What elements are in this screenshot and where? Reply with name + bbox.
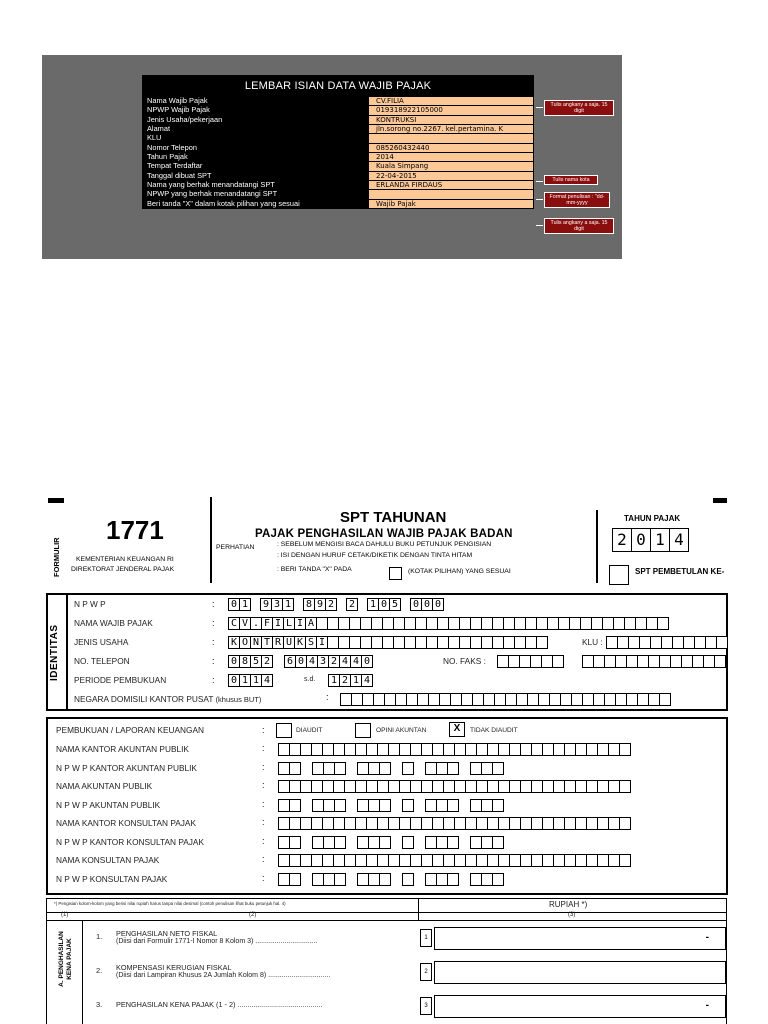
char-box[interactable]: 4: [339, 655, 351, 668]
sheet-row: [143, 96, 533, 105]
char-box[interactable]: 4: [361, 674, 373, 687]
sheet-row-value[interactable]: Wajib Pajak: [376, 199, 416, 208]
char-box[interactable]: 0: [228, 655, 240, 668]
klu-boxes[interactable]: [606, 636, 727, 649]
char-box[interactable]: [492, 799, 504, 812]
pembetulan-label: SPT PEMBETULAN KE-: [635, 567, 725, 576]
tahun-digit-box[interactable]: 1: [650, 528, 670, 552]
rupiah-amount-field[interactable]: [434, 961, 726, 984]
npwp-boxes[interactable]: [228, 598, 443, 611]
periode-to-boxes[interactable]: [328, 674, 372, 687]
char-box[interactable]: 3: [317, 655, 329, 668]
taxpayer-data-table: [142, 75, 534, 209]
char-box[interactable]: K: [228, 636, 240, 649]
char-box[interactable]: [552, 655, 564, 668]
klu-label: KLU :: [582, 637, 603, 647]
directorate-label: DIREKTORAT JENDERAL PAJAK: [71, 566, 175, 573]
faks-label: NO. FAKS :: [443, 656, 486, 666]
char-box[interactable]: 1: [350, 674, 362, 687]
char-box[interactable]: [657, 617, 669, 630]
name-input-boxes[interactable]: [278, 854, 630, 867]
footnote: *) Pengisian kolom-kolom yang berisi nilai rupiah harus tanpa nilai desimal (contoh penulisan lihat buku petunjuk hal. 4): [54, 901, 286, 906]
char-box[interactable]: [536, 636, 548, 649]
instruction-1: : SEBELUM MENGISI BACA DAHULU BUKU PETUNJUK PENGISIAN: [277, 541, 492, 548]
name-input-boxes[interactable]: [278, 743, 630, 756]
char-box[interactable]: [714, 655, 726, 668]
tidak-diaudit-label: TIDAK DIAUDIT: [470, 727, 518, 734]
form-subtitle: PAJAK PENGHASILAN WAJIB PAJAK BADAN: [255, 528, 513, 540]
sheet-row-label: Nama yang berhak menandatangi SPT: [143, 181, 369, 189]
periode-label: PERIODE PEMBUKUAN: [74, 675, 167, 685]
data-entry-sheet: [42, 55, 622, 259]
pembukuan-label: PEMBUKUAN / LAPORAN KEUANGAN: [56, 725, 204, 735]
sheet-row-value[interactable]: [369, 134, 533, 142]
sheet-row-label: Alamat: [143, 125, 369, 133]
line-subtext: (Diisi dari Lampiran Khusus 2A Jumlah Kolom 8) ................................: [116, 972, 331, 979]
char-box[interactable]: S: [305, 636, 317, 649]
char-box[interactable]: F: [261, 617, 273, 630]
char-box[interactable]: [619, 817, 631, 830]
sheet-row: [143, 189, 533, 198]
char-box[interactable]: [619, 743, 631, 756]
audit-row-label: N P W P AKUNTAN PUBLIK: [56, 799, 161, 810]
name-input-boxes[interactable]: [278, 780, 630, 793]
char-box[interactable]: 2: [261, 655, 273, 668]
char-box[interactable]: [492, 836, 504, 849]
char-box[interactable]: I: [316, 636, 328, 649]
example-checkbox: [389, 567, 402, 580]
sheet-row-value[interactable]: ERLANDA FIRDAUS: [376, 181, 443, 190]
char-box[interactable]: 9: [260, 598, 272, 611]
char-box[interactable]: R: [272, 636, 284, 649]
npwp-label: N P W P: [74, 599, 106, 609]
char-box[interactable]: K: [294, 636, 306, 649]
char-box[interactable]: 0: [378, 598, 390, 611]
char-box[interactable]: 1: [282, 598, 294, 611]
nama-label: NAMA WAJIB PAJAK: [74, 618, 153, 628]
char-box[interactable]: T: [261, 636, 273, 649]
char-box[interactable]: 2: [346, 598, 358, 611]
audit-row-label: N P W P KANTOR KONSULTAN PAJAK: [56, 836, 204, 847]
sheet-row: [143, 152, 533, 161]
sheet-row-value[interactable]: Kuala Simpang: [376, 162, 429, 171]
char-box[interactable]: N: [250, 636, 262, 649]
formulir-label: FORMULIR: [52, 537, 61, 577]
opini-checkbox[interactable]: [355, 723, 371, 738]
char-box[interactable]: 0: [432, 598, 444, 611]
negara-domisili-boxes[interactable]: [340, 693, 670, 706]
sd-label: s.d.: [304, 676, 316, 683]
nama-wajib-pajak-boxes[interactable]: [228, 617, 668, 630]
char-box[interactable]: 8: [239, 655, 251, 668]
sheet-row: [143, 105, 533, 114]
char-box[interactable]: [716, 636, 728, 649]
faks-boxes-2[interactable]: [582, 655, 725, 668]
opini-label: OPINI AKUNTAN: [376, 727, 427, 734]
rupiah-amount-field[interactable]: -: [434, 927, 726, 950]
diaudit-checkbox[interactable]: [276, 723, 292, 738]
char-box[interactable]: 4: [261, 674, 273, 687]
sheet-row-label: Tahun Pajak: [143, 153, 369, 161]
char-box[interactable]: 1: [239, 674, 251, 687]
char-box[interactable]: 2: [325, 598, 337, 611]
col-2-header: (2): [249, 912, 257, 918]
audit-row-label: NAMA KANTOR KONSULTAN PAJAK: [56, 818, 197, 828]
char-box[interactable]: .: [250, 617, 262, 630]
sheet-row-value[interactable]: 019318922105000: [376, 106, 443, 115]
instruction-3: : BERI TANDA "X" PADA: [277, 566, 352, 573]
note-npwp: Tulis angkany a saja. 15 digit: [544, 100, 614, 116]
tahun-pajak-boxes[interactable]: [612, 528, 688, 552]
sheet-row: [143, 161, 533, 170]
line-box-number: 3: [420, 997, 432, 1015]
char-box[interactable]: 1: [367, 598, 379, 611]
sheet-row-label: Tanggal dibuat SPT: [143, 172, 369, 180]
char-box[interactable]: V: [239, 617, 251, 630]
telepon-boxes[interactable]: [228, 655, 372, 668]
char-box[interactable]: 1: [250, 674, 262, 687]
npwp-input-boxes[interactable]: [278, 799, 503, 812]
jenis-usaha-label: JENIS USAHA: [74, 637, 129, 647]
rupiah-amount-field[interactable]: -: [434, 995, 726, 1018]
note-kota: Tulis nama kota: [544, 175, 598, 185]
sheet-row-value[interactable]: jln.sorong no.2267. kel.pertamina. K: [376, 125, 504, 134]
char-box[interactable]: A: [305, 617, 317, 630]
sheet-row-value[interactable]: CV.FILIA: [376, 97, 404, 105]
spt-tahunan-form: FORMULIR 1771 KEMENTERIAN KEUANGAN RI DIREKTORAT JENDERAL PAJAK SPT TAHUNAN PAJAK PENGHASILAN WAJIB PAJAK BADAN PERHATIAN : SEBELUM MENGISI BACA DAHULU BUKU PETUNJUK PENGISIAN : ISI DENGAN HURUF CETAK/DIKETIK DENGAN TINTA HITAM : BERI TANDA "X" PADA (KOTAK PILIHAN) YANG SESUAI TAHUN PAJAK 2 0 1 4 SPT PEMBETULAN KE- IDENTITAS N P W P : 0 1 9 3 1 8 9 2 2 1 0 5 0 0 0 NAMA WAJIB PAJAK : C V . F I L I A JENIS USAHA : K O N T R U K S I KLU : NO. TELEPON : 0 8 5 2 6 0 4 3 2 4 4 0 NO. FAKS : PERIODE PEMBUKUAN : 0 1 1 4 s.d. 1 2 1 4 NEGARA DOMISILI KANTOR PUSAT (khusus BUT) : PEMBUKUAN / LAPORAN KEUANGAN : DIAUDIT OPINI AKUNTAN X TIDAK DIAUDIT NAMA KANTOR AKUNTAN PUBLIK : N P W P KANTOR AKUNTAN PUBLIK : NAMA AKUNTAN PUBLIK : N P W P AKUNTAN PUBLIK : NAMA KANTOR KONSULTAN PAJAK : N P W P KANTOR KONSULTAN PAJAK : NAMA KONSULTAN PAJAK : N P W P KONSULTAN PAJAK : *) Pengisian kolom-kolom yang berisi nilai rupiah harus tanpa nilai desimal (contoh penulisan lihat buku petunjuk hal. 4) RUPIAH *) (1) (2) (3) A. PENGHASILAN KENA PAJAK 1. PENGHASILAN NETO FISKAL (Diisi dari Formulir 1771-I Nomor 8 Kolom 3) ................................ 1 - 2. KOMPENSASI KERUGIAN FISKAL (Diisi dari Lampiran Khusus 2A Jumlah Kolom 8) ................................ 2 3. PENGHASILAN KENA PAJAK (1 - 2) .......................................... 3 -: [46, 495, 727, 1024]
char-box[interactable]: L: [283, 617, 295, 630]
col-3-header: (3): [568, 912, 576, 918]
char-box[interactable]: I: [294, 617, 306, 630]
telepon-label: NO. TELEPON: [74, 656, 130, 666]
npwp-input-boxes[interactable]: [278, 762, 503, 775]
char-box[interactable]: I: [272, 617, 284, 630]
char-box[interactable]: 0: [410, 598, 422, 611]
instruction-2: : ISI DENGAN HURUF CETAK/DIKETIK DENGAN TINTA HITAM: [277, 552, 473, 559]
sheet-row: [143, 143, 533, 152]
sheet-row-label: Nomor Telepon: [143, 144, 369, 152]
sheet-row: [143, 115, 533, 124]
char-box[interactable]: [492, 762, 504, 775]
npwp-input-boxes[interactable]: [278, 836, 503, 849]
sheet-row: [143, 133, 533, 142]
sheet-row-label: NPWP yang berhak menandatangi SPT: [143, 190, 369, 198]
char-box[interactable]: 8: [303, 598, 315, 611]
rupiah-header: RUPIAH *): [549, 900, 588, 909]
tahun-digit-box[interactable]: 2: [612, 528, 632, 552]
tidak-diaudit-checkbox[interactable]: X: [449, 722, 465, 737]
line-box-number: 2: [420, 963, 432, 981]
char-box[interactable]: 0: [361, 655, 373, 668]
line-number: 3.: [96, 1000, 103, 1009]
form-title: SPT TAHUNAN: [340, 509, 447, 526]
audit-row-label: NAMA AKUNTAN PUBLIK: [56, 781, 153, 791]
tahun-digit-box[interactable]: 4: [669, 528, 689, 552]
char-box[interactable]: [659, 693, 671, 706]
name-input-boxes[interactable]: [278, 817, 630, 830]
char-box[interactable]: 0: [421, 598, 433, 611]
line-text: PENGHASILAN NETO FISKAL: [116, 929, 218, 938]
char-box[interactable]: 0: [228, 674, 240, 687]
sheet-row-value[interactable]: KONTRUKSI: [376, 115, 417, 124]
sheet-row-value[interactable]: 085260432440: [376, 143, 430, 152]
instruction-3b: (KOTAK PILIHAN) YANG SESUAI: [408, 568, 511, 575]
negara-label: NEGARA DOMISILI KANTOR PUSAT (khusus BUT): [74, 694, 262, 704]
sheet-row-label: NPWP Wajib Pajak: [143, 106, 369, 114]
sheet-row-label: Beri tanda "X" dalam kotak pilihan yang sesuai: [143, 200, 369, 208]
identitas-label: IDENTITAS: [49, 624, 60, 681]
diaudit-label: DIAUDIT: [296, 727, 323, 734]
note-tanggal: Format penulisan : "dd-mm-yyyy: [544, 192, 610, 208]
sheet-row-label: KLU: [143, 134, 369, 142]
note-npwp-signer: Tulis angkany a saja. 15 digit: [544, 218, 614, 234]
sheet-row: [143, 180, 533, 189]
audit-row-label: N P W P KANTOR AKUNTAN PUBLIK: [56, 762, 197, 773]
form-number: 1771: [106, 515, 164, 545]
char-box[interactable]: 5: [250, 655, 262, 668]
ministry-label: KEMENTERIAN KEUANGAN RI: [76, 556, 174, 563]
audit-row-label: NAMA KANTOR AKUNTAN PUBLIK: [56, 744, 189, 754]
sheet-row-value[interactable]: 2014: [376, 153, 394, 162]
pembetulan-checkbox[interactable]: [609, 565, 629, 585]
sheet-row-label: Nama Wajib Pajak: [143, 97, 369, 105]
char-box[interactable]: 5: [389, 598, 401, 611]
npwp-input-boxes[interactable]: [278, 873, 503, 886]
line-text: KOMPENSASI KERUGIAN FISKAL: [116, 963, 232, 972]
sheet-row-value[interactable]: [369, 190, 533, 198]
tahun-digit-box[interactable]: 0: [631, 528, 651, 552]
char-box[interactable]: 1: [239, 598, 251, 611]
jenis-usaha-boxes[interactable]: [228, 636, 547, 649]
char-box[interactable]: 2: [339, 674, 351, 687]
line-subtext: (Diisi dari Formulir 1771-I Nomor 8 Kolom 3) ................................: [116, 938, 318, 945]
char-box[interactable]: [619, 854, 631, 867]
char-box[interactable]: 6: [284, 655, 296, 668]
sheet-row-label: Jenis Usaha/pekerjaan: [143, 116, 369, 124]
char-box[interactable]: [492, 873, 504, 886]
char-box[interactable]: U: [283, 636, 295, 649]
periode-from-boxes[interactable]: [228, 674, 272, 687]
line-number: 2.: [96, 966, 103, 975]
section-a-label: A. PENGHASILAN KENA PAJAK: [58, 931, 73, 987]
sheet-row: [143, 171, 533, 180]
char-box[interactable]: 1: [328, 674, 340, 687]
sheet-row: [143, 199, 533, 208]
char-box[interactable]: C: [228, 617, 240, 630]
audit-row-label: N P W P KONSULTAN PAJAK: [56, 873, 168, 884]
char-box[interactable]: 4: [350, 655, 362, 668]
sheet-row-value[interactable]: 22-04-2015: [376, 171, 417, 180]
line-number: 1.: [96, 932, 103, 941]
faks-boxes[interactable]: [497, 655, 563, 668]
char-box[interactable]: 2: [328, 655, 340, 668]
char-box[interactable]: 0: [295, 655, 307, 668]
char-box[interactable]: 9: [314, 598, 326, 611]
char-box[interactable]: [619, 780, 631, 793]
char-box[interactable]: 0: [228, 598, 240, 611]
audit-row-label: NAMA KONSULTAN PAJAK: [56, 855, 160, 865]
char-box[interactable]: 3: [271, 598, 283, 611]
sheet-title: LEMBAR ISIAN DATA WAJIB PAJAK: [143, 76, 533, 96]
line-box-number: 1: [420, 929, 432, 947]
sheet-row: [143, 124, 533, 133]
line-text: PENGHASILAN KENA PAJAK (1 - 2) ..........................................: [116, 1000, 323, 1009]
perhatian-label: PERHATIAN: [216, 544, 255, 551]
char-box[interactable]: O: [239, 636, 251, 649]
tahun-pajak-label: TAHUN PAJAK: [624, 514, 681, 523]
sheet-row-label: Tempat Terdaftar: [143, 162, 369, 170]
col-1-header: (1): [61, 912, 69, 918]
char-box[interactable]: 4: [306, 655, 318, 668]
